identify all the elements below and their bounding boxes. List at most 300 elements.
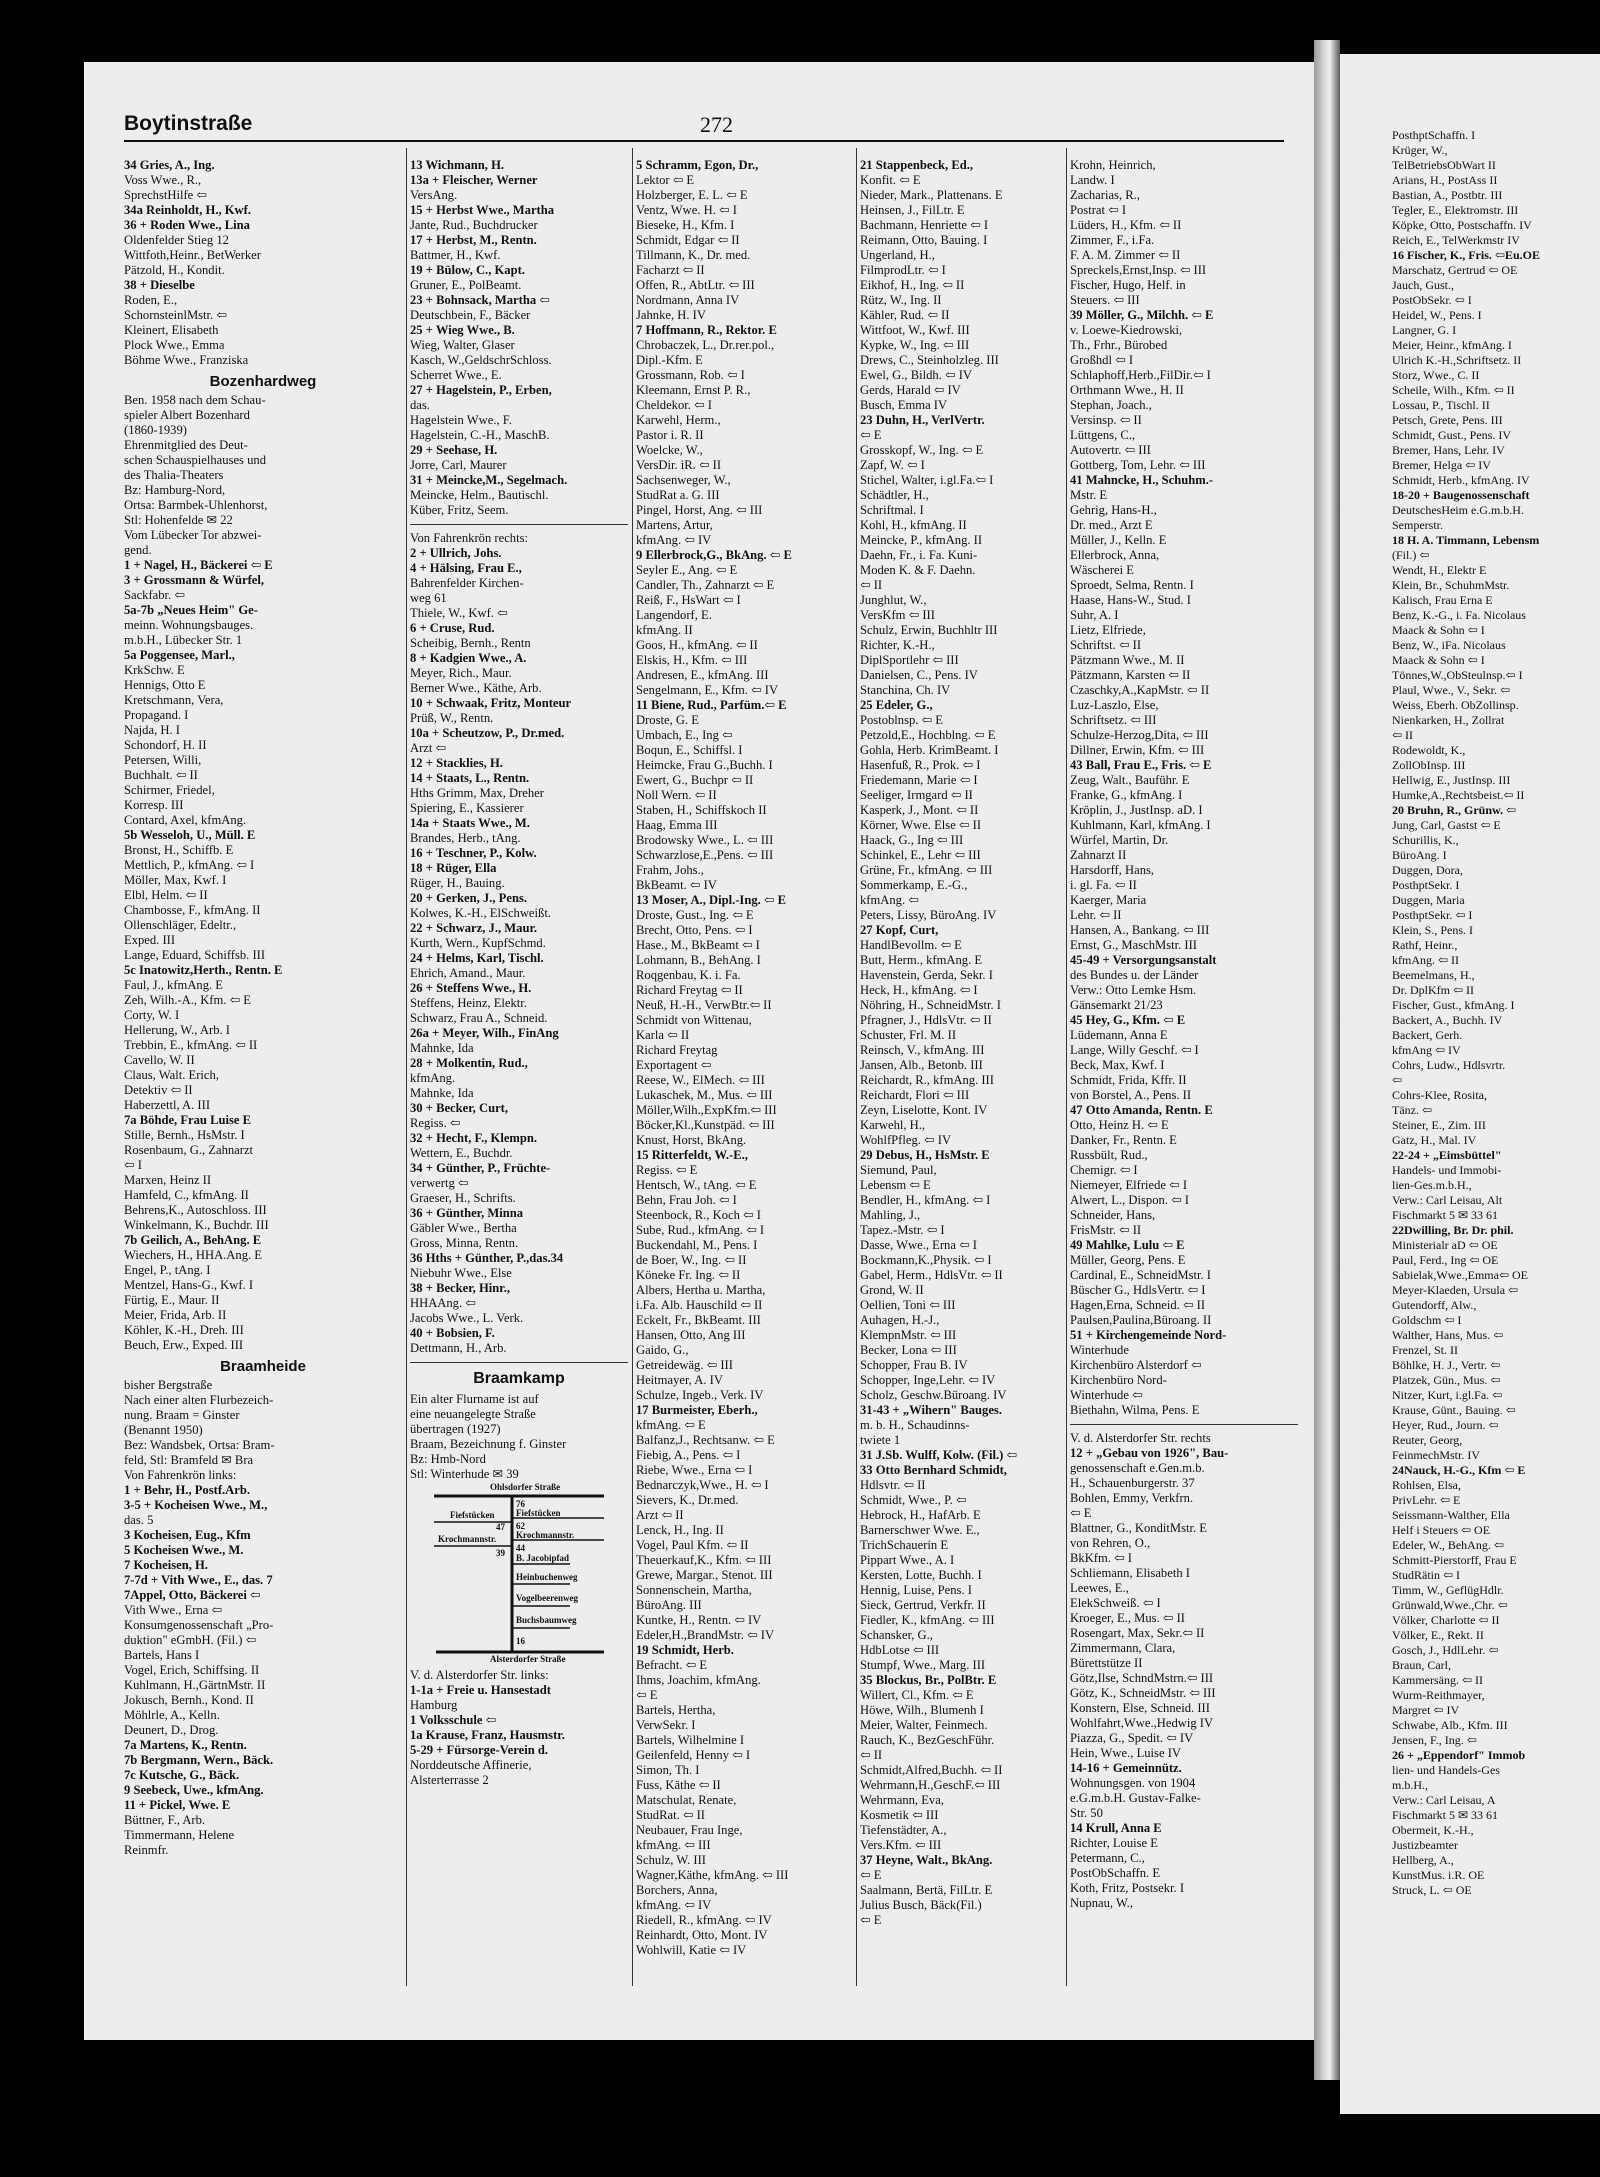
directory-entry: Kirchenbüro Alsterdorf ⇦ <box>1070 1358 1202 1372</box>
directory-entry: Möhlrle, A., Kelln. <box>124 1708 220 1722</box>
directory-entry: Marschatz, Gertrud ⇦ OE <box>1392 263 1518 277</box>
directory-entry: Steenbock, R., Koch ⇦ I <box>636 1208 761 1222</box>
directory-entry: 14 Krull, Anna E <box>1070 1821 1162 1835</box>
directory-entry: 29 + Seehase, H. <box>410 443 498 457</box>
map-label-right: Heinbuchenweg <box>516 1572 578 1582</box>
directory-entry: meinn. Wohnungsbauges. <box>124 618 254 632</box>
directory-entry: 28 + Molkentin, Rud., <box>410 1056 528 1070</box>
directory-entry: Becker, Lona ⇦ III <box>860 1343 957 1357</box>
directory-entry: Gottberg, Tom, Lehr. ⇦ III <box>1070 458 1206 472</box>
directory-entry: Th., Frhr., Bürobed <box>1070 338 1168 352</box>
directory-entry: Spiering, E., Kassierer <box>410 801 524 815</box>
directory-entry: 38 + Dieselbe <box>124 278 195 292</box>
directory-entry: Zacharias, R., <box>1070 188 1140 202</box>
directory-entry: PostObSekr. ⇦ I <box>1392 293 1472 307</box>
directory-entry: Wieg, Walter, Glaser <box>410 338 515 352</box>
directory-entry: 5a-7b „Neues Heim" Ge- <box>124 603 258 617</box>
directory-entry: Trebbin, E., kfmAng. ⇦ II <box>124 1038 258 1052</box>
directory-entry: Barnerschwer Wwe. E., <box>860 1523 980 1537</box>
directory-entry: Mahling, J., <box>860 1208 921 1222</box>
directory-entry: HdbLotse ⇦ III <box>860 1643 940 1657</box>
directory-entry: 49 Mahlke, Lulu ⇦ E <box>1070 1238 1185 1252</box>
directory-entry: kfmAng. ⇦ IV <box>636 1898 712 1912</box>
directory-entry: Brecht, Otto, Pens. ⇦ I <box>636 923 753 937</box>
directory-entry: Mettlich, P., kfmAng. ⇦ I <box>124 858 255 872</box>
directory-entry: Heidel, W., Pens. I <box>1392 308 1482 322</box>
directory-entry: 5 Schramm, Egon, Dr., <box>636 158 759 172</box>
directory-entry: Tänz. ⇦ <box>1392 1103 1433 1117</box>
directory-entry: Schurillis, K., <box>1392 833 1459 847</box>
directory-entry: Wittfoot, W., Kwf. III <box>860 323 970 337</box>
directory-entry: 14-16 + Gemeinnütz. <box>1070 1761 1182 1775</box>
directory-entry: ⇦ E <box>860 1868 882 1882</box>
directory-entry: Grond, W. II <box>860 1283 924 1297</box>
directory-entry: Sieck, Gertrud, Verkfr. II <box>860 1598 986 1612</box>
directory-entry: 7c Kutsche, G., Bäck. <box>124 1768 240 1782</box>
directory-entry: Wettern, E., Buchdr. <box>410 1146 513 1160</box>
directory-entry: Sabielak,Wwe.,Emma⇦ OE <box>1392 1268 1529 1282</box>
directory-entry: 7a Martens, K., Rentn. <box>124 1738 247 1752</box>
directory-entry: Regiss. ⇦ <box>410 1116 461 1130</box>
directory-entry: Zimmermann, Clara, <box>1070 1641 1176 1655</box>
directory-entry: Candler, Th., Zahnarzt ⇦ E <box>636 578 775 592</box>
directory-entry: übertragen (1927) <box>410 1422 501 1436</box>
directory-entry: Kretschmann, Vera, <box>124 693 224 707</box>
map-label-right: 16 <box>516 1636 525 1646</box>
directory-entry: Kammersäng. ⇦ II <box>1392 1673 1484 1687</box>
directory-entry: Hellerung, W., Arb. I <box>124 1023 230 1037</box>
directory-entry: Niemeyer, Elfriede ⇦ I <box>1070 1178 1188 1192</box>
directory-entry: 5b Wesseloh, U., Müll. E <box>124 828 256 842</box>
directory-entry: 47 Otto Amanda, Rentn. E <box>1070 1103 1213 1117</box>
directory-entry: Pfragner, J., HdlsVtr. ⇦ II <box>860 1013 992 1027</box>
directory-entry: Lüttgens, C., <box>1070 428 1136 442</box>
directory-entry: das. 5 <box>124 1513 154 1527</box>
directory-entry: 33 Otto Bernhard Schmidt, <box>860 1463 1007 1477</box>
directory-entry: Frenzel, St. II <box>1392 1343 1458 1357</box>
directory-entry: SchornsteinlMstr. ⇦ <box>124 308 227 322</box>
directory-entry: Steffens, Heinz, Elektr. <box>410 996 527 1010</box>
directory-entry: Schlaphoff,Herb.,FilDir.⇦ I <box>1070 368 1211 382</box>
street-heading: Bozenhardweg <box>209 374 317 389</box>
directory-entry: Umbach, E., Ing ⇦ <box>636 728 733 742</box>
directory-entry: Semperstr. <box>1392 518 1443 532</box>
directory-entry: Auhagen, H.-J., <box>860 1313 940 1327</box>
directory-entry: Jacobs Wwe., L. Verk. <box>410 1311 524 1325</box>
directory-entry: Ungerland, H., <box>860 248 935 262</box>
directory-entry: Tillmann, K., Dr. med. <box>636 248 751 262</box>
directory-entry: Franke, G., kfmAng. I <box>1070 788 1183 802</box>
directory-entry: Thiele, W., Kwf. ⇦ <box>410 606 508 620</box>
directory-entry: Hennigs, Otto E <box>124 678 206 692</box>
directory-entry: Autovertr. ⇦ III <box>1070 443 1151 457</box>
directory-entry: Richard Freytag <box>636 1043 718 1057</box>
directory-entry: Kröplin, J., JustInsp. aD. I <box>1070 803 1203 817</box>
directory-entry: Norddeutsche Affinerie, <box>410 1758 532 1772</box>
directory-entry: Gänsemarkt 21/23 <box>1070 998 1163 1012</box>
directory-entry: 9 Seebeck, Uwe., kfmAng. <box>124 1783 264 1797</box>
directory-entry: Ollenschläger, Edeltr., <box>124 918 237 932</box>
directory-entry: Wurm-Reithmayer, <box>1392 1688 1485 1702</box>
directory-entry: Oldenfelder Stieg 12 <box>124 233 229 247</box>
column-1 <box>124 158 402 1998</box>
directory-entry: Chemigr. ⇦ I <box>1070 1163 1138 1177</box>
directory-entry: PosthptSekr. I <box>1392 878 1460 892</box>
directory-entry: Kasch, W.,GeldschrSchloss. <box>410 353 552 367</box>
directory-entry: HandlBevollm. ⇦ E <box>860 938 962 952</box>
directory-entry: VersDir. iR. ⇦ II <box>636 458 722 472</box>
directory-entry: kfmAng. ⇦ E <box>636 1418 706 1432</box>
directory-entry: Nordmann, Anna IV <box>636 293 740 307</box>
directory-entry: des Thalia-Theaters <box>124 468 224 482</box>
directory-entry: Neubauer, Frau Inge, <box>636 1823 743 1837</box>
directory-entry: Kypke, W., Ing. ⇦ III <box>860 338 970 352</box>
directory-entry: Sackfabr. ⇦ <box>124 588 185 602</box>
directory-entry: Kroeger, E., Mus. ⇦ II <box>1070 1611 1185 1625</box>
directory-entry: Hamburg <box>410 1698 458 1712</box>
directory-entry: Köhler, K.-H., Dreh. III <box>124 1323 244 1337</box>
directory-entry: 1a Krause, Franz, Hausmstr. <box>410 1728 565 1742</box>
directory-entry: Höwe, Wilh., Blumenh I <box>860 1703 984 1717</box>
directory-entry: schen Schauspielhauses und <box>124 453 266 467</box>
directory-entry: Jante, Rud., Buchdrucker <box>410 218 538 232</box>
directory-entry: Bastian, A., Postbtr. III <box>1392 188 1503 202</box>
directory-entry: Zahnarzt II <box>1070 848 1127 862</box>
directory-entry: Platzek, Gün., Mus. ⇦ <box>1392 1373 1501 1387</box>
directory-entry: Scholz, Geschw.Büroang. IV <box>860 1388 1007 1402</box>
directory-entry: Bz: Hmb-Nord <box>410 1452 486 1466</box>
directory-entry: 37 Heyne, Walt., BkAng. <box>860 1853 993 1867</box>
directory-entry: ⇦ II <box>1392 728 1414 742</box>
directory-entry: 14a + Staats Wwe., M. <box>410 816 530 830</box>
directory-entry: Cavello, W. II <box>124 1053 195 1067</box>
directory-entry: 19 Schmidt, Herb. <box>636 1643 734 1657</box>
directory-entry: Drews, C., Steinholzleg. III <box>860 353 999 367</box>
directory-entry: Lange, Eduard, Schiffsb. III <box>124 948 266 962</box>
directory-entry: 24 + Helms, Karl, Tischl. <box>410 951 544 965</box>
directory-entry: Bockmann,K.,Physik. ⇦ I <box>860 1253 992 1267</box>
directory-entry: Beuch, Erw., Exped. III <box>124 1338 244 1352</box>
directory-entry: Spreckels,Ernst,Insp. ⇦ III <box>1070 263 1207 277</box>
directory-entry: Jung, Carl, Gastst ⇦ E <box>1392 818 1501 832</box>
directory-entry: Pippart Wwe., A. I <box>860 1553 955 1567</box>
directory-entry: Braam, Bezeichnung f. Ginster <box>410 1437 567 1451</box>
directory-entry: Jensen, F., Ing. ⇦ <box>1392 1733 1477 1747</box>
directory-entry: Schirmer, Friedel, <box>124 783 215 797</box>
directory-entry: Bez: Wandsbek, Ortsa: Bram- <box>124 1438 275 1452</box>
directory-entry: Fuss, Käthe ⇦ II <box>636 1778 721 1792</box>
directory-entry: Czaschky,A.,KapMstr. ⇦ II <box>1070 683 1210 697</box>
directory-entry: Konfit. ⇦ E <box>860 173 921 187</box>
directory-entry: Zeh, Wilh.-A., Kfm. ⇦ E <box>124 993 251 1007</box>
directory-entry: Haag, Emma III <box>636 818 718 832</box>
map-label-bottom: Alsterdorfer Straße <box>490 1654 566 1664</box>
directory-entry: Krause, Günt., Bauing. ⇦ <box>1392 1403 1516 1417</box>
directory-entry: Sproedt, Selma, Rentn. I <box>1070 578 1194 592</box>
directory-entry: Würfel, Martin, Dr. <box>1070 833 1169 847</box>
directory-entry: Hellwig, E., JustInsp. III <box>1392 773 1511 787</box>
directory-entry: Gaido, G., <box>636 1343 689 1357</box>
column-6-next-page <box>1392 128 1600 1968</box>
directory-entry: 8 + Kadgien Wwe., A. <box>410 651 527 665</box>
directory-entry: von Rehren, O., <box>1070 1536 1151 1550</box>
directory-entry: Plaul, Wwe., V., Sekr. ⇦ <box>1392 683 1511 697</box>
page-number: 272 <box>700 112 733 137</box>
directory-entry: Sachsenweger, W., <box>636 473 731 487</box>
directory-entry: Götz, K., SchneidMstr. ⇦ III <box>1070 1686 1216 1700</box>
directory-entry: Heimcke, Frau G.,Buchh. I <box>636 758 773 772</box>
directory-entry: Grüne, Fr., kfmAng. ⇦ III <box>860 863 993 877</box>
directory-entry: Ehrenmitglied des Deut- <box>124 438 248 452</box>
directory-entry: Petsch, Grete, Pens. III <box>1392 413 1503 427</box>
directory-entry: Schinkel, E., Lehr ⇦ III <box>860 848 981 862</box>
directory-entry: Hase., M., BkBeamt ⇦ I <box>636 938 760 952</box>
directory-entry: Müller, J., Kelln. E <box>1070 533 1167 547</box>
directory-entry: Zeyn, Liselotte, Kont. IV <box>860 1103 988 1117</box>
directory-entry: Lange, Willy Geschf. ⇦ I <box>1070 1043 1199 1057</box>
directory-entry: BüroAng. I <box>1392 848 1447 862</box>
directory-entry: Bürettstütze II <box>1070 1656 1143 1670</box>
directory-entry: 13 Wichmann, H. <box>410 158 505 172</box>
directory-entry: Kolwes, K.-H., ElSchweißt. <box>410 906 551 920</box>
column-divider <box>856 148 857 1986</box>
directory-entry: Wendt, H., Elektr E <box>1392 563 1487 577</box>
directory-entry: WohlfPfleg. ⇦ IV <box>860 1133 952 1147</box>
directory-entry: Edeler,H.,BrandMstr. ⇦ IV <box>636 1628 775 1642</box>
directory-entry: 45 Hey, G., Kfm. ⇦ E <box>1070 1013 1186 1027</box>
directory-entry: Lietz, Elfriede, <box>1070 623 1146 637</box>
directory-entry: Rütz, W., Ing. II <box>860 293 942 307</box>
directory-entry: von Borstel, A., Pens. II <box>1070 1088 1192 1102</box>
directory-entry: Sommerkamp, E.-G., <box>860 878 968 892</box>
directory-entry: FilmprodLtr. ⇦ I <box>860 263 946 277</box>
directory-entry: Martens, Artur, <box>636 518 713 532</box>
directory-entry: Braun, Carl, <box>1392 1658 1451 1672</box>
directory-entry: Kersten, Lotte, Buchh. I <box>860 1568 982 1582</box>
directory-entry: Schmidt, Gust., Pens. IV <box>1392 428 1512 442</box>
directory-entry: Wohlfahrt,Wwe.,Hedwig IV <box>1070 1716 1214 1730</box>
directory-entry: 34 + Günther, P., Früchte- <box>410 1161 551 1175</box>
directory-entry: Von Fahrenkrön links: <box>124 1468 237 1482</box>
directory-entry: TelBetriebsObWart II <box>1392 158 1496 172</box>
directory-entry: Schwarz, Frau A., Schneid. <box>410 1011 548 1025</box>
directory-entry: 19 + Bülow, C., Kapt. <box>410 263 525 277</box>
map-label-right: 44 <box>516 1543 525 1553</box>
directory-entry: Danker, Fr., Rentn. E <box>1070 1133 1177 1147</box>
directory-entry: kfmAng. ⇦ III <box>636 1838 711 1852</box>
directory-entry: Schopper, Frau B. IV <box>860 1358 968 1372</box>
directory-entry: Postrat ⇦ I <box>1070 203 1127 217</box>
directory-entry: Götz,Ilse, SchndMstrn.⇦ III <box>1070 1671 1214 1685</box>
directory-entry: StudRat a. G. III <box>636 488 720 502</box>
directory-entry: Seissmann-Walther, Ella <box>1392 1508 1510 1522</box>
directory-entry: Klein, S., Pens. I <box>1392 923 1473 937</box>
directory-entry: Mentzel, Hans-G., Kwf. I <box>124 1278 254 1292</box>
directory-entry: Fischer, Gust., kfmAng. I <box>1392 998 1515 1012</box>
directory-entry: (Fil.) ⇦ <box>1392 548 1430 562</box>
directory-entry: Bednarczyk,Wwe., H. ⇦ I <box>636 1478 769 1492</box>
directory-entry: i. gl. Fa. ⇦ II <box>1070 878 1137 892</box>
directory-entry: Gosch, J., HdlLehr. ⇦ <box>1392 1643 1499 1657</box>
directory-entry: Petermann, C., <box>1070 1851 1145 1865</box>
directory-entry: Tegler, E., Elektromstr. III <box>1392 203 1519 217</box>
directory-entry: Möller, Max, Kwf. I <box>124 873 227 887</box>
directory-entry: Balfanz,J., Rechtsanw. ⇦ E <box>636 1433 775 1447</box>
directory-entry: 10 + Schwaak, Fritz, Monteur <box>410 696 572 710</box>
directory-entry: Knust, Horst, BkAng. <box>636 1133 747 1147</box>
directory-entry: 23 Duhn, H., VerlVertr. <box>860 413 985 427</box>
directory-entry: 3 Kocheisen, Eug., Kfm <box>124 1528 251 1542</box>
directory-entry: Meincke, Helm., Bautischl. <box>410 488 549 502</box>
directory-entry: Buchhalt. ⇦ II <box>124 768 198 782</box>
directory-entry: Ulrich K.-H.,Schriftsetz. II <box>1392 353 1522 367</box>
directory-entry: Claus, Walt. Erich, <box>124 1068 219 1082</box>
directory-entry: Schondorf, H. II <box>124 738 207 752</box>
map-label-right: 62 <box>516 1521 525 1531</box>
directory-entry: Deutschbein, F., Bäcker <box>410 308 531 322</box>
directory-entry: Arzt ⇦ <box>410 741 447 755</box>
directory-entry: gend. <box>124 543 152 557</box>
directory-entry: Alsterterrasse 2 <box>410 1773 489 1787</box>
directory-entry: 18-20 + Baugenossenschaft <box>1392 488 1530 502</box>
directory-entry: FeinmechMstr. IV <box>1392 1448 1480 1462</box>
map-number-left: 47 <box>496 1522 505 1532</box>
directory-entry: Schulz, W. III <box>636 1853 706 1867</box>
directory-entry: BüroAng. III <box>636 1598 702 1612</box>
directory-entry: Verw.: Otto Lemke Hsm. <box>1070 983 1197 997</box>
directory-entry: 18 + Rüger, Ella <box>410 861 497 875</box>
directory-entry: 9 Ellerbrock,G., BkAng. ⇦ E <box>636 548 792 562</box>
column-5 <box>1070 158 1298 1998</box>
directory-entry: 31-43 + „Wihern" Bauges. <box>860 1403 1002 1417</box>
directory-entry: Noll Wern. ⇦ II <box>636 788 717 802</box>
directory-entry: 22 + Schwarz, J., Maur. <box>410 921 538 935</box>
directory-entry: Bz: Hamburg-Nord, <box>124 483 226 497</box>
directory-entry: Siemund, Paul, <box>860 1163 937 1177</box>
directory-entry: Vith Wwe., Erna ⇦ <box>124 1603 223 1617</box>
directory-entry: nung. Braam = Ginster <box>124 1408 240 1422</box>
directory-entry: 22-24 + „Eimsbüttel" <box>1392 1148 1502 1162</box>
directory-entry: 17 Burmeister, Eberh., <box>636 1403 758 1417</box>
directory-entry: PostObSchaffn. E <box>1070 1866 1161 1880</box>
directory-entry: Andresen, E., kfmAng. III <box>636 668 769 682</box>
directory-entry: Brandes, Herb., tAng. <box>410 831 521 845</box>
directory-entry: 14 + Staats, L., Rentn. <box>410 771 530 785</box>
directory-entry: Heck, H., kfmAng. ⇦ I <box>860 983 978 997</box>
directory-entry: Büscher G., HdlsVertr. ⇦ I <box>1070 1283 1206 1297</box>
directory-entry: Fischmarkt 5 ✉ 33 61 <box>1392 1208 1499 1222</box>
directory-entry: Dasse, Wwe., Erna ⇦ I <box>860 1238 977 1252</box>
column-divider <box>1066 148 1067 1986</box>
directory-entry: ⇦ II <box>860 578 883 592</box>
directory-entry: kfmAng. ⇦ <box>860 893 919 907</box>
directory-entry: Duggen, Maria <box>1392 893 1465 907</box>
directory-entry: 12 + Stacklies, H. <box>410 756 503 770</box>
directory-entry: Dettmann, H., Arb. <box>410 1341 507 1355</box>
directory-entry: kfmAng. ⇦ IV <box>636 533 712 547</box>
directory-entry: Heitmayer, A. IV <box>636 1373 723 1387</box>
directory-entry: Hths Grimm, Max, Dreher <box>410 786 544 800</box>
directory-entry: Kirchenbüro Nord- <box>1070 1373 1167 1387</box>
directory-entry: Hein, Wwe., Luise IV <box>1070 1746 1181 1760</box>
directory-entry: kfmAng ⇦ IV <box>1392 1043 1461 1057</box>
directory-entry: StudRätin ⇦ I <box>1392 1568 1461 1582</box>
directory-entry: Mstr. E <box>1070 488 1108 502</box>
directory-entry: kfmAng. II <box>636 623 693 637</box>
street-heading: Braamkamp <box>473 1371 565 1386</box>
directory-entry: Lenck, H., Ing. II <box>636 1523 724 1537</box>
directory-entry: Riedell, R., kfmAng. ⇦ IV <box>636 1913 772 1927</box>
directory-entry: SprechstHilfe ⇦ <box>124 188 207 202</box>
directory-entry: Haase, Hans-W., Stud. I <box>1070 593 1191 607</box>
directory-entry: HHAAng. ⇦ <box>410 1296 476 1310</box>
directory-entry: Köpke, Otto, Postschaffn. IV <box>1392 218 1532 232</box>
directory-entry: Vogel, Paul Kfm. ⇦ II <box>636 1538 749 1552</box>
directory-entry: ⇦ E <box>1070 1506 1092 1520</box>
directory-entry: Jahnke, H. IV <box>636 308 706 322</box>
directory-entry: Heyer, Rud., Journ. ⇦ <box>1392 1418 1499 1432</box>
directory-entry: ⇦ II <box>860 1748 883 1762</box>
directory-entry: Kohl, H., kfmAng. II <box>860 518 967 532</box>
directory-entry: Staben, H., Schiffskoch II <box>636 803 767 817</box>
directory-entry: Timmermann, Helene <box>124 1828 235 1842</box>
directory-entry: Hagelstein, C.-H., MaschB. <box>410 428 550 442</box>
map-label-left: Fiefstücken <box>450 1510 495 1520</box>
directory-entry: 22Dwilling, Br. Dr. phil. <box>1392 1223 1514 1237</box>
directory-entry: Schriftmal. I <box>860 503 924 517</box>
directory-entry: Gerds, Harald ⇦ IV <box>860 383 961 397</box>
directory-entry: Ewert, G., Buchpr ⇦ II <box>636 773 754 787</box>
directory-entry: Winterhude <box>1070 1343 1129 1357</box>
directory-entry: Ewel, G., Bildh. ⇦ IV <box>860 368 972 382</box>
directory-entry: Julius Busch, Bäck(Fil.) <box>860 1898 982 1912</box>
directory-entry: Schmitt-Pierstorff, Frau E <box>1392 1553 1517 1567</box>
directory-entry: ⇦ E <box>860 428 882 442</box>
directory-entry: Nupnau, W., <box>1070 1896 1133 1910</box>
directory-entry: 26 + Steffens Wwe., H. <box>410 981 532 995</box>
directory-entry: Zapf, W. ⇦ I <box>860 458 925 472</box>
directory-entry: Pätzmann Wwe., M. II <box>1070 653 1185 667</box>
directory-entry: Schwabe, Alb., Kfm. III <box>1392 1718 1508 1732</box>
directory-entry: Geilenfeld, Henny ⇦ I <box>636 1748 751 1762</box>
directory-entry: Rathf, Heinr., <box>1392 938 1458 952</box>
map-label-left: Krochmannstr. <box>438 1534 497 1544</box>
directory-entry: Albers, Hertha u. Martha, <box>636 1283 766 1297</box>
directory-entry: Völker, Charlotte ⇦ II <box>1392 1613 1500 1627</box>
directory-entry: Pastor i. R. II <box>636 428 704 442</box>
directory-entry: ⇦ I <box>124 1158 142 1172</box>
directory-entry: Havenstein, Gerda, Sekr. I <box>860 968 993 982</box>
directory-entry: Seyler E., Ang. ⇦ E <box>636 563 738 577</box>
directory-entry: Woelcke, W., <box>636 443 703 457</box>
directory-entry: Gohla, Herb. KrimBeamt. I <box>860 743 999 757</box>
directory-entry: Bartels, Wilhelmine I <box>636 1733 745 1747</box>
directory-entry: Behn, Frau Joh. ⇦ I <box>636 1193 737 1207</box>
directory-entry: Versinsp. ⇦ II <box>1070 413 1142 427</box>
directory-entry: Krohn, Heinrich, <box>1070 158 1156 172</box>
directory-entry: Dillner, Erwin, Kfm. ⇦ III <box>1070 743 1205 757</box>
directory-entry: Tapez.-Mstr. ⇦ I <box>860 1223 945 1237</box>
directory-entry: Reichardt, R., kfmAng. III <box>860 1073 994 1087</box>
directory-entry: Jorre, Carl, Maurer <box>410 458 507 472</box>
directory-entry: Bieseke, H., Kfm. I <box>636 218 735 232</box>
directory-entry: Butt, Herm., kfmAng. E <box>860 953 983 967</box>
map-label-right: Buchsbaumweg <box>516 1615 577 1625</box>
directory-entry: Blattner, G., KonditMstr. E <box>1070 1521 1207 1535</box>
directory-entry: 27 + Hagelstein, P., Erben, <box>410 383 552 397</box>
directory-entry: Möller,Wilh.,ExpKfm.⇦ III <box>636 1103 777 1117</box>
directory-entry: Heinsen, J., FilLtr. E <box>860 203 965 217</box>
